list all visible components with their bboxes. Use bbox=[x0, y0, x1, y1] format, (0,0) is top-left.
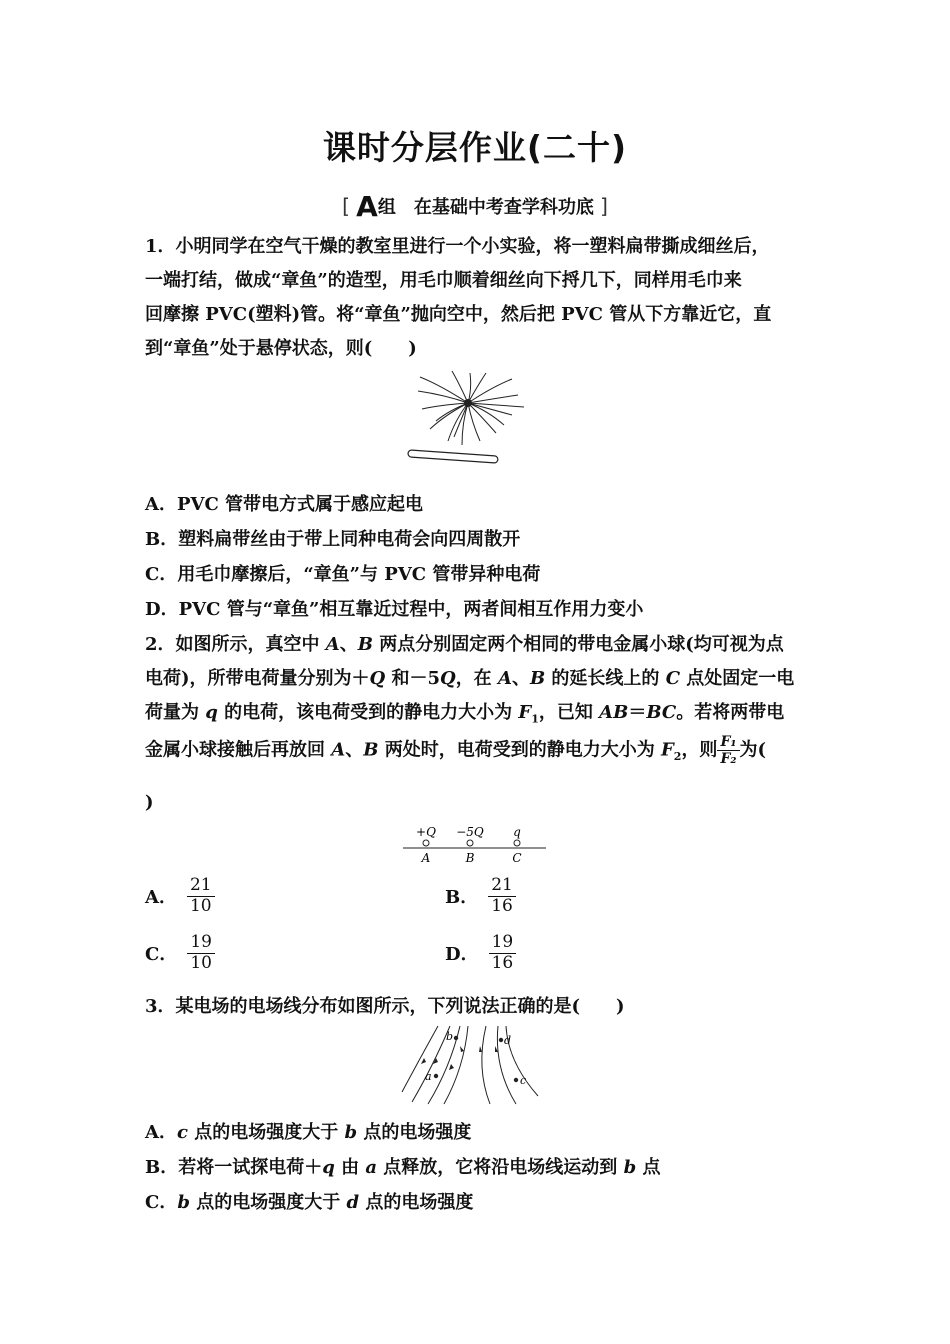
charge-label-a: +Q bbox=[416, 825, 436, 839]
point-label-d: d bbox=[504, 1034, 512, 1047]
point-c-dot bbox=[514, 1078, 518, 1082]
q3-option-c: C．b 点的电场强度大于 d 点的电场强度 bbox=[145, 1192, 474, 1213]
field-arrows bbox=[421, 1046, 498, 1070]
point-label-c: c bbox=[520, 1074, 527, 1087]
q1-line-4: 到“章鱼”处于悬停状态，则( ) bbox=[145, 338, 417, 359]
q1-option-a: A．PVC 管带电方式属于感应起电 bbox=[145, 494, 424, 515]
q1-line-3: 回摩擦 PVC(塑料)管。将“章鱼”抛向空中，然后把 PVC 管从下方靠近它，直 bbox=[145, 304, 772, 325]
q2-line-2: 电荷)，所带电荷量分别为＋Q 和－5Q，在 A、B 的延长线上的 C 点处固定一电 bbox=[145, 668, 795, 689]
octopus-pvc-figure bbox=[400, 365, 540, 475]
section-bracket-open: [ bbox=[342, 194, 350, 218]
electric-field-lines-figure bbox=[398, 1022, 548, 1106]
q2-option-b: B． $\frac{21}{16}$ bbox=[445, 876, 516, 916]
point-b-dot bbox=[454, 1036, 458, 1040]
page-title: 课时分层作业(二十) bbox=[322, 128, 628, 167]
q2-line-5: ) bbox=[145, 792, 154, 813]
q1-option-d: D．PVC 管与“章鱼”相互靠近过程中，两者间相互作用力变小 bbox=[145, 599, 644, 620]
q1-option-c: C．用毛巾摩擦后，“章鱼”与 PVC 管带异种电荷 bbox=[145, 564, 541, 585]
point-label-b: B bbox=[465, 851, 475, 865]
q1-option-b: B．塑料扁带丝由于带上同种电荷会向四周散开 bbox=[145, 529, 521, 550]
f1-over-f2-fraction: $\frac{\text{F₁}}{\text{F₂}}$ bbox=[717, 734, 739, 767]
q2-line-3: 荷量为 q 的电荷，该电荷受到的静电力大小为 $F_1$，已知 AB＝BC。若将两带电 bbox=[145, 702, 785, 726]
point-c-marker bbox=[514, 840, 520, 846]
q3-option-b: B．若将一试探电荷＋q 由 a 点释放，它将沿电场线运动到 b 点 bbox=[145, 1157, 661, 1178]
charge-label-c: q bbox=[513, 825, 521, 839]
pvc-tube bbox=[408, 450, 498, 463]
q2-option-a: A． $\frac{21}{10}$ bbox=[145, 876, 215, 916]
octopus-knot bbox=[464, 399, 472, 407]
q3-option-a: A．c 点的电场强度大于 b 点的电场强度 bbox=[145, 1122, 472, 1143]
point-label-a: a bbox=[425, 1070, 432, 1083]
point-a-dot bbox=[434, 1074, 438, 1078]
point-label-b: b bbox=[446, 1030, 454, 1043]
section-header bbox=[0, 190, 950, 223]
q2-option-c: C． $\frac{19}{10}$ bbox=[145, 933, 215, 973]
q2-option-d: D． $\frac{19}{16}$ bbox=[445, 933, 516, 973]
octopus-strands bbox=[418, 371, 524, 445]
q1-line-1: 1．小明同学在空气干燥的教室里进行一个小实验，将一塑料扁带撕成细丝后， bbox=[145, 236, 770, 257]
point-b-marker bbox=[467, 840, 473, 846]
point-a-marker bbox=[423, 840, 429, 846]
field-lines bbox=[402, 1026, 538, 1104]
point-label-a: A bbox=[421, 851, 431, 865]
section-title: 组 在基础中考查学科功底 bbox=[377, 197, 594, 218]
section-letter: A bbox=[356, 190, 378, 223]
point-label-c: C bbox=[512, 851, 522, 865]
section-bracket-close: ] bbox=[600, 194, 608, 218]
charges-line-figure bbox=[398, 822, 548, 866]
point-d-dot bbox=[499, 1038, 503, 1042]
q3-stem: 3．某电场的电场线分布如图所示，下列说法正确的是( ) bbox=[145, 996, 625, 1017]
q2-line-1: 2．如图所示，真空中 A、B 两点分别固定两个相同的带电金属小球(均可视为点 bbox=[145, 634, 784, 655]
q1-line-2: 一端打结，做成“章鱼”的造型，用毛巾顺着细丝向下捋几下，同样用毛巾来 bbox=[145, 270, 742, 291]
q2-line-4: 金属小球接触后再放回 A、B 两处时，电荷受到的静电力大小为 $F_2$，则 $\frac{\text{F₁}}{\text{F₂}}$ 为( bbox=[145, 734, 767, 768]
charge-label-b: −5Q bbox=[456, 825, 484, 839]
